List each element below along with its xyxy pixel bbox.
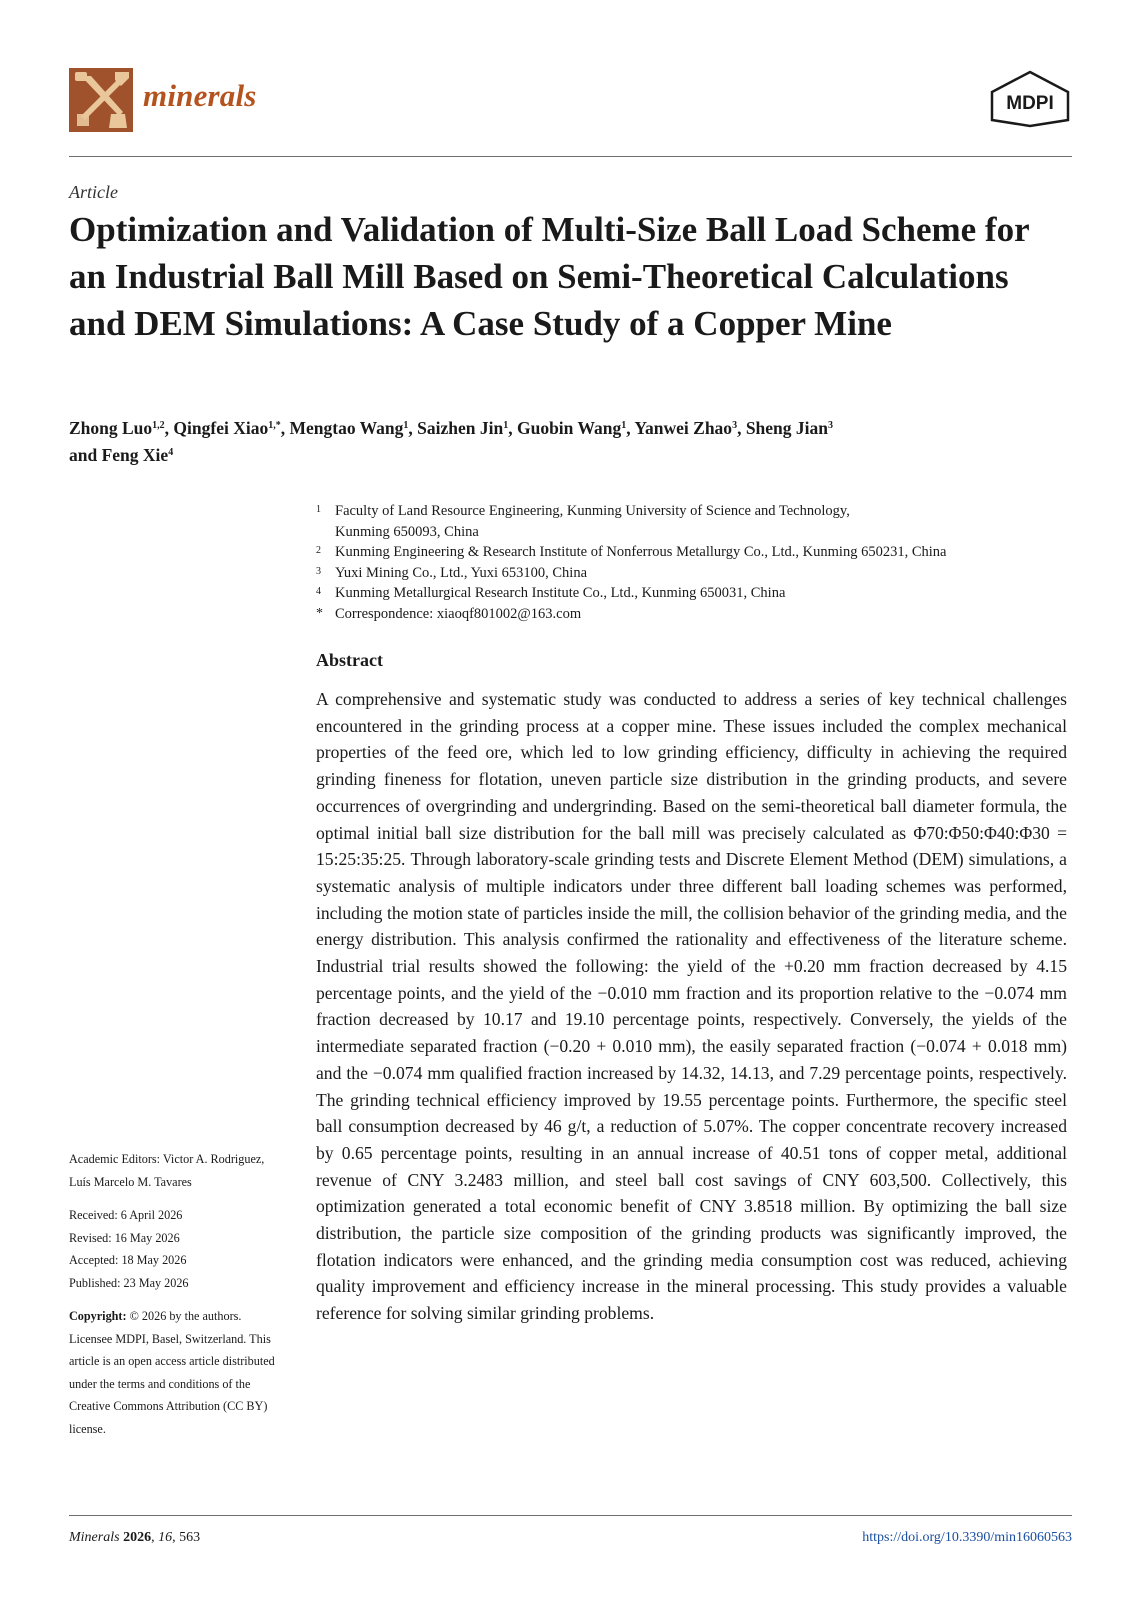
date-received: Received: 6 April 2026 xyxy=(69,1208,183,1222)
abstract-text: A comprehensive and systematic study was conducted to address a series of key technical challenges encountered in the grinding process at a copper mine. These issues included the complex mechanical properties of the feed ore, which led to low grinding efficiency, difficulty in achieving the required grinding fineness for flotation, uneven particle size distribution in the grinding products, and severe occurrences of overgrinding and undergrinding. Based on the semi-theoretical ball diameter formula, the optimal initial ball size distribution for the ball mill was precisely calculated as Φ70:Φ50:Φ40:Φ30 = 15:25:35:25. Through laboratory-scale grinding tests and Discrete Element Method (DEM) simulations, a systematic analysis of multiple indicators under three different ball loading schemes was performed, including the motion state of particles inside the mill, the collision behavior of the grinding media, and the energy distribution. This analysis confirmed the rationality and effectiveness of the literature scheme. Industrial trial results showed the following: the yield of the +0.20 mm fraction decreased by 4.15 percentage points, and the yield of the −0.010 mm fraction and its proportion relative to the −0.074 mm fraction decreased by 10.17 and 19.10 percentage points, respectively. Conversely, the yields of the intermediate separated fraction (−0.20 + 0.010 mm), the easily separated fraction (−0.074 + 0.018 mm) and the −0.074 mm qualified fraction increased by 14.32, 14.13, and 7.29 percentage points, respectively. The grinding technical efficiency improved by 19.55 percentage points. Furthermore, the specific steel ball consumption decreased by 46 g/t, a reduction of 5.07%. The copper concentrate recovery increased by 0.65 percentage points, resulting in an annual increase of 40.51 tons of copper metal, additional revenue of CNY 3.2483 million, and steel ball cost savings of CNY 603,500. Collectively, this optimization generated a total economic benefit of CNY 3.8518 million. By optimizing the ball size distribution, the particle size composition of the grinding products was significantly improved, the flotation indicators were enhanced, and the grinding media consumption cost was reduced, achieving quality improvement and efficiency increase in the mineral processing. This study provides a valuable reference for solving similar grinding problems. xyxy=(316,689,1067,1324)
footer-journal: Minerals xyxy=(69,1530,120,1545)
author-separator: , xyxy=(408,418,418,438)
affiliation-text: Faculty of Land Resource Engineering, Kunming University of Science and Technology, xyxy=(335,503,850,519)
affiliations xyxy=(316,501,1076,624)
author-affiliation-mark: 3 xyxy=(828,420,833,431)
date-accepted: Accepted: 18 May 2026 xyxy=(69,1253,187,1267)
affiliation-text: Yuxi Mining Co., Ltd., Yuxi 653100, China xyxy=(335,564,588,581)
abstract-heading: Abstract xyxy=(316,650,383,670)
author-list xyxy=(69,415,1069,469)
footer-divider xyxy=(69,1515,1072,1516)
author-name: Yanwei Zhao xyxy=(634,418,733,438)
copyright-label: Copyright: xyxy=(69,1309,127,1323)
journal-header xyxy=(69,66,1072,136)
footer-volume: 16 xyxy=(158,1530,173,1545)
footer-year: 2026 xyxy=(123,1530,152,1545)
affiliation-item xyxy=(316,542,1076,563)
author-affiliation-mark: 4 xyxy=(168,447,174,458)
author-affiliation-mark: 1 xyxy=(503,420,509,431)
affiliation-text: Kunming Engineering & Research Institute of Nonferrous Metallurgy Co., Ltd., Kunming 650231, China xyxy=(335,544,947,560)
author-name: Guobin Wang xyxy=(516,418,622,438)
copyright-notice xyxy=(69,1305,287,1440)
author-separator: , xyxy=(164,418,174,438)
affiliation-mark: 1 xyxy=(316,504,321,515)
academic-editors: Academic Editors: Victor A. Rodriguez, Luís Marcelo M. Tavares xyxy=(69,1152,265,1189)
affiliation-mark: * xyxy=(316,605,323,621)
author-name: Mengtao Wang xyxy=(289,418,404,438)
author-separator: , xyxy=(280,418,290,438)
affiliation-text: Correspondence: xiaoqf801002@163.com xyxy=(335,605,582,622)
author-separator: , xyxy=(508,418,517,438)
minerals-logo-icon xyxy=(69,68,133,132)
copyright-text: © 2026 by the authors. Licensee MDPI, Basel, Switzerland. This article is an open access article distributed under the terms and conditions of the Creative Commons Attribution (CC BY) license. xyxy=(69,1309,275,1436)
citation-footer: Minerals 2026, 16, 563 xyxy=(69,1530,201,1545)
affiliation-mark: 2 xyxy=(316,545,321,556)
affiliation-mark: 4 xyxy=(316,586,321,597)
journal-name: minerals xyxy=(143,78,257,113)
article-sidebar xyxy=(69,1148,287,1451)
author-name: Saizhen Jin xyxy=(417,418,504,438)
author-separator: , xyxy=(737,418,746,438)
article-type: Article xyxy=(69,182,118,202)
affiliation-item xyxy=(316,604,1076,625)
author-affiliation-mark: 3 xyxy=(732,420,738,431)
author-separator: , xyxy=(626,418,635,438)
affiliation-item xyxy=(316,501,1076,542)
author-name: Zhong Luo xyxy=(69,418,153,438)
date-published: Published: 23 May 2026 xyxy=(69,1275,189,1290)
header-divider xyxy=(69,156,1072,157)
publication-dates xyxy=(69,1204,287,1294)
mdpi-logo-text: MDPI xyxy=(1006,93,1054,114)
author-name: Qingfei Xiao xyxy=(173,418,269,438)
affiliation-text-continued: Kunming 650093, China xyxy=(335,523,479,540)
author-affiliation-mark: 1,* xyxy=(268,420,281,431)
author-affiliation-mark: 1 xyxy=(403,420,409,431)
doi-link[interactable]: https://doi.org/10.3390/min16060563 xyxy=(862,1530,1072,1545)
affiliation-mark: 3 xyxy=(316,565,321,577)
author-affiliation-mark: 1,2 xyxy=(152,420,165,431)
article-title: Optimization and Validation of Multi-Size Ball Load Scheme for an Industrial Ball Mill Based on Semi-Theoretical Calculations and DEM Simulations: A Case Study of a Copper Mine xyxy=(69,210,1029,343)
author-name: and Feng Xie xyxy=(69,445,169,465)
footer-article-number: 563 xyxy=(179,1530,201,1545)
affiliation-item xyxy=(316,583,1076,604)
author-affiliation-mark: 1 xyxy=(621,420,627,431)
date-revised: Revised: 16 May 2026 xyxy=(69,1230,180,1245)
affiliation-item xyxy=(316,563,1076,584)
author-name: Sheng Jian xyxy=(745,418,828,438)
mdpi-logo-icon xyxy=(988,70,1072,128)
affiliation-text: Kunming Metallurgical Research Institute Co., Ltd., Kunming 650031, China xyxy=(335,585,786,601)
